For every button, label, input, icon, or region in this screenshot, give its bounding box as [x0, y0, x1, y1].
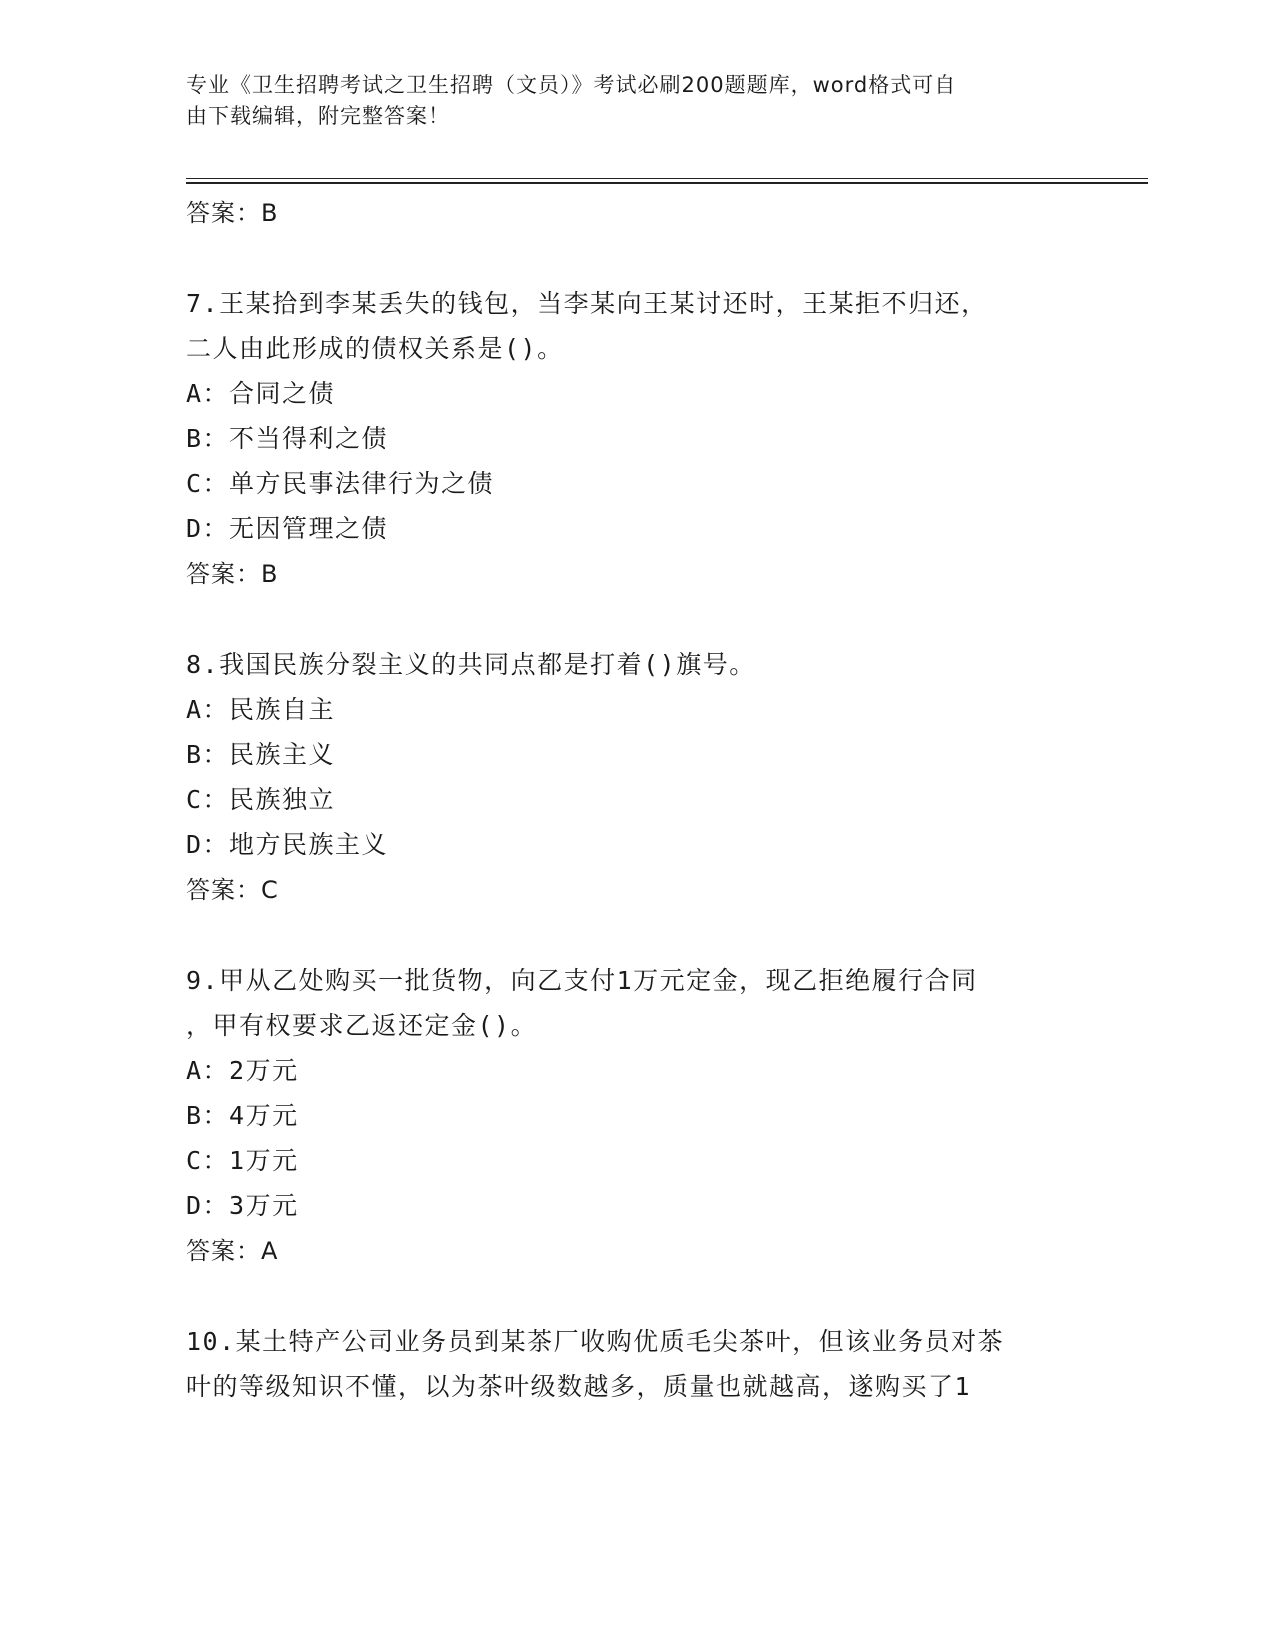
- question-stem-line: 叶的等级知识不懂，以为茶叶级数越多，质量也就越高，遂购买了1: [186, 1372, 972, 1401]
- question-8: [186, 642, 1086, 867]
- document-header: [186, 70, 1066, 132]
- answer-line: 答案：B: [186, 560, 279, 588]
- option-a: A：民族自主: [186, 695, 336, 724]
- option-c: C：民族独立: [186, 785, 336, 814]
- option-b: B：4万元: [186, 1101, 299, 1130]
- question-7: [186, 281, 1086, 551]
- option-d: D：无因管理之债: [186, 514, 389, 543]
- question-10: [186, 1319, 1086, 1409]
- option-a: A：2万元: [186, 1056, 299, 1085]
- question-stem-line: 8.我国民族分裂主义的共同点都是打着()旗号。: [186, 650, 756, 679]
- spacer: [186, 597, 1086, 642]
- option-d: D：地方民族主义: [186, 830, 389, 859]
- option-b: B：不当得利之债: [186, 424, 389, 453]
- question-9: [186, 958, 1086, 1228]
- option-b: B：民族主义: [186, 740, 336, 769]
- question-stem-line: 二人由此形成的债权关系是()。: [186, 334, 564, 363]
- header-line-1: 专业《卫生招聘考试之卫生招聘（文员）》考试必刷200题题库，word格式可自: [186, 73, 957, 97]
- answer-line: 答案：A: [186, 1237, 279, 1265]
- option-c: C：单方民事法律行为之债: [186, 469, 495, 498]
- answer-line: 答案：C: [186, 876, 279, 904]
- spacer: [186, 1274, 1086, 1319]
- header-rule-thin: [186, 178, 1148, 179]
- question-stem-line: ，甲有权要求乙返还定金()。: [186, 1011, 538, 1040]
- option-d: D：3万元: [186, 1191, 299, 1220]
- document-body: [186, 190, 1086, 1409]
- question-stem-line: 10.某土特产公司业务员到某茶厂收购优质毛尖茶叶，但该业务员对茶: [186, 1327, 1005, 1356]
- option-c: C：1万元: [186, 1146, 299, 1175]
- spacer: [186, 913, 1086, 958]
- header-line-2: 由下载编辑，附完整答案！: [186, 104, 450, 128]
- question-stem-line: 7.王某拾到李某丢失的钱包，当李某向王某讨还时，王某拒不归还，: [186, 289, 988, 318]
- option-a: A：合同之债: [186, 379, 336, 408]
- answer-line: 答案：B: [186, 199, 279, 227]
- header-rule-thick: [186, 182, 1148, 184]
- question-stem-line: 9.甲从乙处购买一批货物，向乙支付1万元定金，现乙拒绝履行合同: [186, 966, 978, 995]
